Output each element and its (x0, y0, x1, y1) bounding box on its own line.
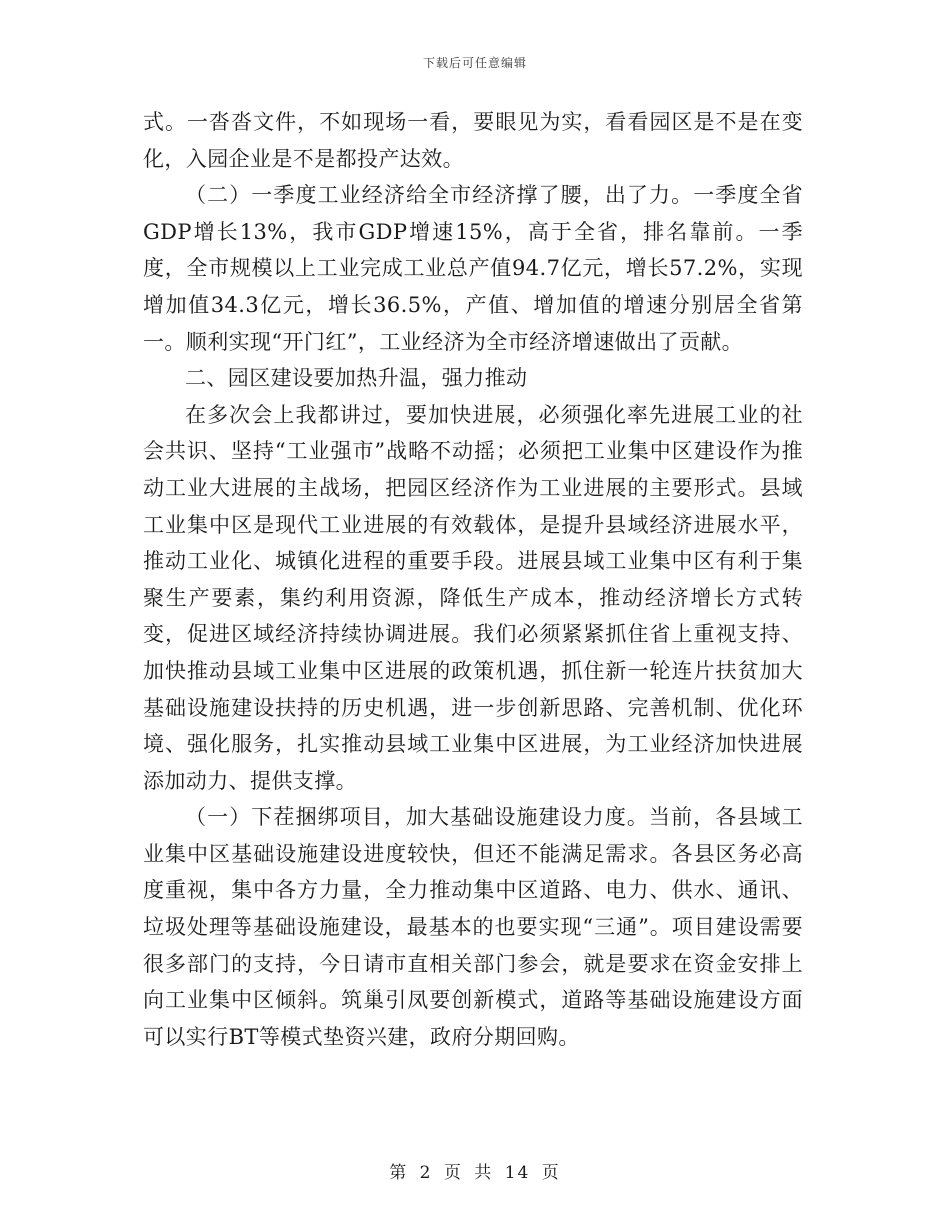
page-number: 第 2 页 共 14 页 (389, 1163, 561, 1183)
document-body (143, 104, 803, 1055)
paragraph-continuation: 式。一沓沓文件，不如现场一看，要眼见为实，看看园区是不是在变化，入园企业是不是都投产达效。 (143, 110, 803, 171)
page-header-note: 下载后可任意编辑 (422, 56, 527, 70)
paragraph-infrastructure: （一）下茬捆绑项目，加大基础设施建设力度。当前，各县域工业集中区基础设施建设进度较快，但还不能满足需求。各县区务必高度重视，集中各方力量，全力推动集中区道路、电力、供水、通讯、垃圾处理等基础设施建设，最基本的也要实现“三通”。项目建设需要很多部门的支持，今日请市直相关部门参会，就是要求在资金安排上向工业集中区倾斜。筑巢引凤要创新模式，道路等基础设施建设方面可以实行BT等模式垫资兴建，政府分期回购。 (143, 805, 803, 1049)
section-heading-park-construction: 二、园区建设要加热升温，强力推动 (185, 366, 528, 391)
paragraph-q1-industry: （二）一季度工业经济给全市经济撑了腰，出了力。一季度全省GDP增长13%，我市GDP增速15%，高于全省，排名靠前。一季度，全市规模以上工业完成工业总产值94.7亿元，增长57.2%，实现增加值34.3亿元，增长36.5%，产值、增加值的增速分别居全省第一。顺利实现“开门红”，工业经济为全市经济增速做出了贡献。 (143, 183, 803, 354)
paragraph-park-importance: 在多次会上我都讲过，要加快进展，必须强化率先进展工业的社会共识、坚持“工业强市”战略不动摇；必须把工业集中区建设作为推动工业大进展的主战场，把园区经济作为工业进展的主要形式。县域工业集中区是现代工业进展的有效载体，是提升县域经济进展水平，推动工业化、城镇化进程的重要手段。进展县域工业集中区有利于集聚生产要素，集约利用资源，降低生产成本，推动经济增长方式转变，促进区域经济持续协调进展。我们必须紧紧抓住省上重视支持、加快推动县域工业集中区进展的政策机遇，抓住新一轮连片扶贫加大基础设施建设扶持的历史机遇，进一步创新思路、完善机制、优化环境、强化服务，扎实推动县域工业集中区进展，为工业经济加快进展添加动力、提供支撑。 (143, 402, 803, 793)
